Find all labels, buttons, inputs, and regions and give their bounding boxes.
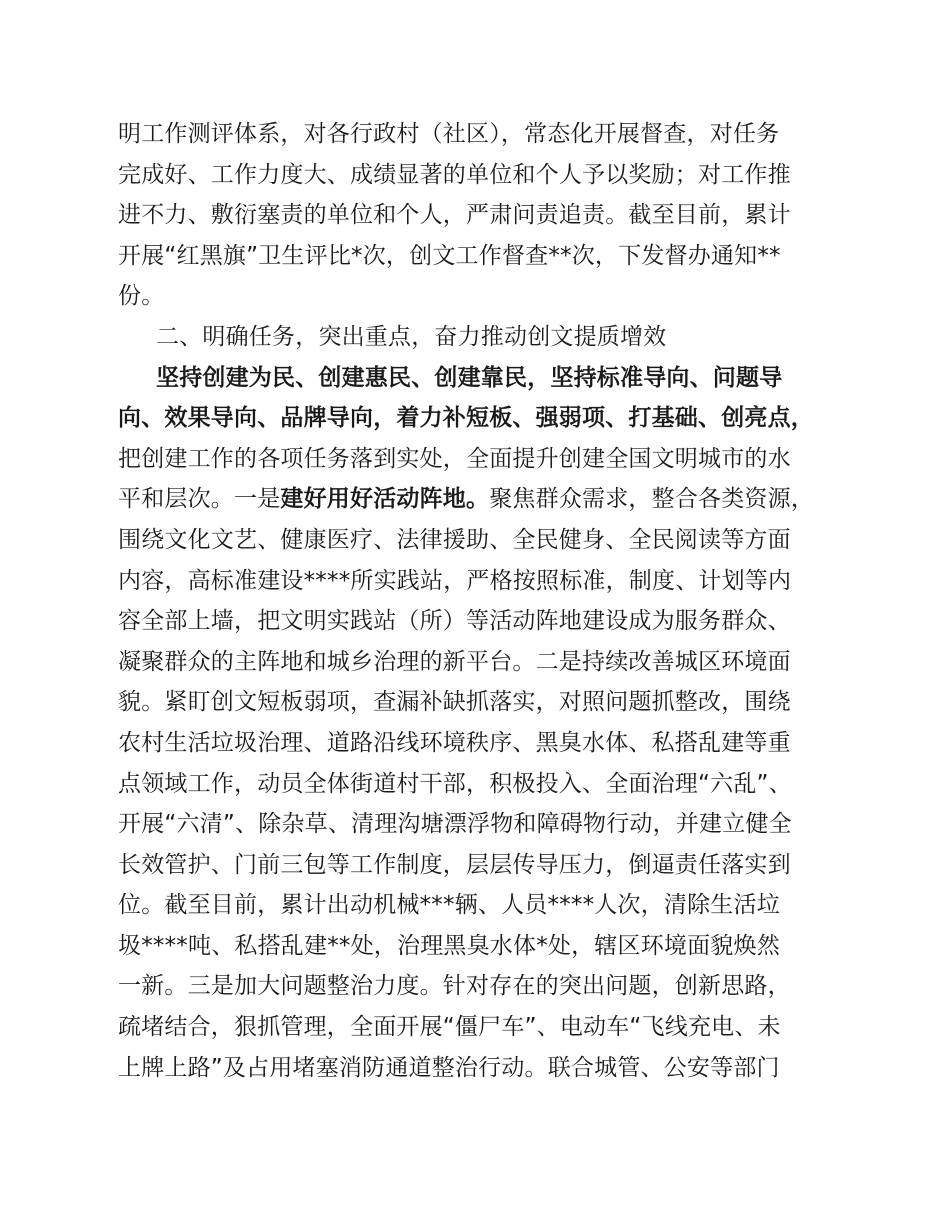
text-line: 圾****吨、私搭乱建**处，治理黑臭水体*处，辖区环境面貌焕然 (118, 932, 780, 959)
text-line: 开展“六清”、除杂草、清理沟塘漂浮物和障碍物行动，并建立健全 (118, 811, 792, 838)
emphasis-segment: 建好用好活动阵地。 (280, 486, 490, 513)
text-line: 上牌上路”及占用堵塞消防通道整治行动。联合城管、公安等部门 (118, 1054, 780, 1081)
text-line: 份。 (118, 283, 165, 310)
body-text (118, 114, 858, 1088)
text-segment: 平和层次。一是 (118, 486, 281, 513)
text-line: 容全部上墙，把文明实践站（所）等活动阵地建设成为服务群众、 (118, 608, 791, 635)
text-line: 把创建工作的各项任务落到实处，全面提升创建全国文明城市的水 (118, 445, 791, 472)
text-line: 开展“红黑旗”卫生评比*次，创文工作督查**次，下发督办通知** (118, 242, 781, 269)
text-line: 凝聚群众的主阵地和城乡治理的新平台。二是持续改善城区环境面 (118, 648, 791, 675)
text-line: 貌。紧盯创文短板弱项，查漏补缺抓落实，对照问题抓整改，围绕 (118, 689, 791, 716)
text-line (118, 479, 858, 520)
section-heading: 二、明确任务，突出重点，奋力推动创文提质增效 (156, 323, 667, 350)
text-line: 坚持创建为民、创建惠民、创建靠民，坚持标准导向、问题导 (156, 364, 783, 391)
text-segment: 聚焦群众需求，整合各类资源， (489, 486, 815, 513)
text-line: 进不力、敷衍塞责的单位和个人，严肃问责追责。截至目前，累计 (118, 202, 791, 229)
text-line: 一新。三是加大问题整治力度。针对存在的突出问题，创新思路， (118, 973, 791, 1000)
text-line: 向、效果导向、品牌导向，着力补短板、强弱项、打基础、创亮点， (118, 405, 814, 432)
text-line: 位。截至目前，累计出动机械***辆、人员****人次，清除生活垃 (118, 892, 780, 919)
text-line: 农村生活垃圾治理、道路沿线环境秩序、黑臭水体、私搭乱建等重 (118, 729, 791, 756)
text-line: 内容，高标准建设****所实践站，严格按照标准，制度、计划等内 (118, 567, 792, 594)
text-line: 点领域工作，动员全体街道村干部，积极投入、全面治理“六乱”、 (118, 770, 792, 797)
text-line: 明工作测评体系，对各行政村（社区），常态化开展督查，对任务 (118, 121, 780, 147)
text-line: 长效管护、门前三包等工作制度，层层传导压力，倒逼责任落实到 (118, 851, 791, 878)
text-line: 完成好、工作力度大、成绩显著的单位和个人予以奖励；对工作推 (118, 161, 791, 188)
text-line: 疏堵结合，狠抓管理，全面开展“僵尸车”、电动车“飞线充电、未 (118, 1014, 781, 1041)
text-line: 围绕文化文艺、健康医疗、法律援助、全民健身、全民阅读等方面 (118, 526, 791, 553)
